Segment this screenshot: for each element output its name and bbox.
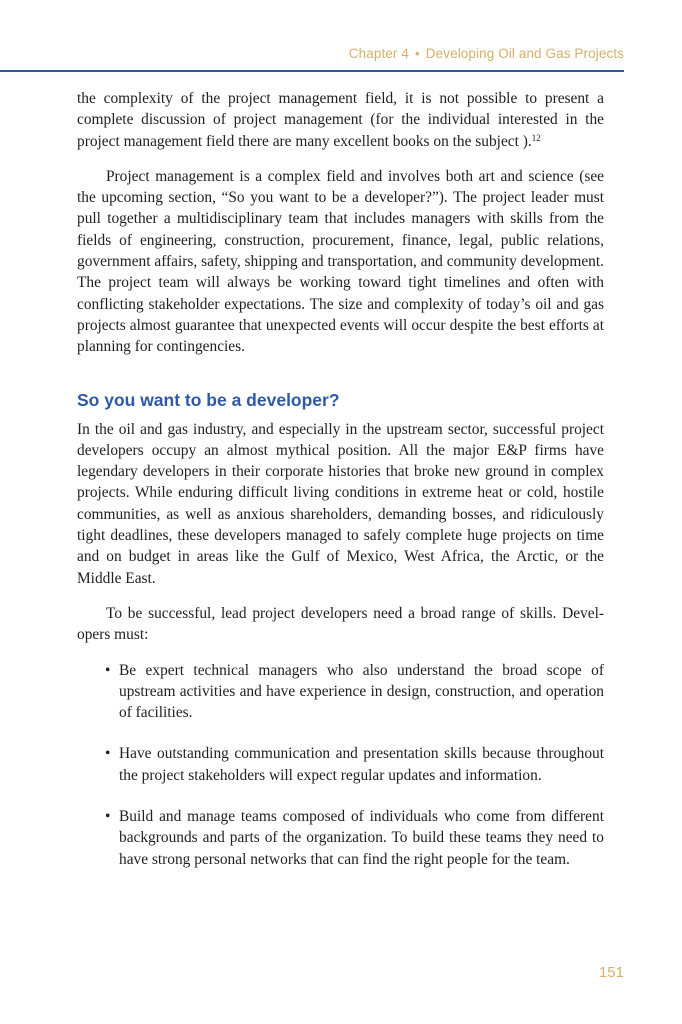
list-item-text: Build and manage teams composed of individuals who come from different backgrounds and parts of the organization. To build these teams they need to have strong personal networks that can find the right people for the team. <box>119 808 604 868</box>
paragraph-project-management: Project management is a complex field and involves both art and science (see the upcoming section, “So you want to be a developer?”). The project leader must pull together a multidisciplinary team that includes managers with skills from the fields of engineering, construction, procurement, finance, legal, public relations, government affairs, safety, shipping and transportation, and community development. The project team will always be working toward tight timelines and often with conflicting stakeholder expectations. The size and complexity of today’s oil and gas projects almost guarantee that unexpected events will occur despite the best efforts at planning for contingencies. <box>77 167 605 356</box>
paragraph-1-text: the complexity of the project management field, it is not possible to present a complete discussion of project management (for the individual interested in the project management field there are many excellent books on the subject ). <box>77 90 604 150</box>
bullet-icon: • <box>105 745 111 763</box>
header-separator: • <box>414 46 420 61</box>
paragraph-continued <box>77 88 604 152</box>
header-rule <box>0 70 624 72</box>
footnote-reference[interactable]: 12 <box>531 132 541 143</box>
page-body <box>77 88 604 890</box>
bullet-icon: • <box>105 661 111 679</box>
list-item-text: Have outstanding communication and presentation skills because throughout the project stakeholders will expect regular updates and information. <box>119 745 604 784</box>
paragraph-skills-intro: To be successful, lead project developers need a broad range of skills. Developers must: <box>77 604 604 644</box>
running-header <box>0 46 624 61</box>
page-number: 151 <box>598 964 624 981</box>
bullet-icon: • <box>105 808 111 826</box>
paragraph-developers: In the oil and gas industry, and especially in the upstream sector, successful project developers occupy an almost mythical position. All the major E&P firms have legendary developers in their corporate histories that broke new ground in complex projects. While enduring difficult living conditions in extreme heat or cold, hostile communities, as well as anxious shareholders, demanding bosses, and ridiculously tight deadlines, these developers managed to safely complete huge projects on time and on budget in areas like the Gulf of Mexico, West Africa, the Arctic, or the Middle East. <box>77 420 604 587</box>
skills-list <box>77 660 604 870</box>
header-chapter: Chapter 4 <box>348 46 409 61</box>
list-item <box>77 660 604 724</box>
list-item <box>77 743 604 786</box>
list-item <box>77 806 604 870</box>
list-item-text: Be expert technical managers who also understand the broad scope of upstream activities and have experience in design, construction, and operation of facilities. <box>119 661 604 722</box>
header-title: Developing Oil and Gas Projects <box>425 46 624 61</box>
section-heading: So you want to be a developer? <box>77 389 340 410</box>
